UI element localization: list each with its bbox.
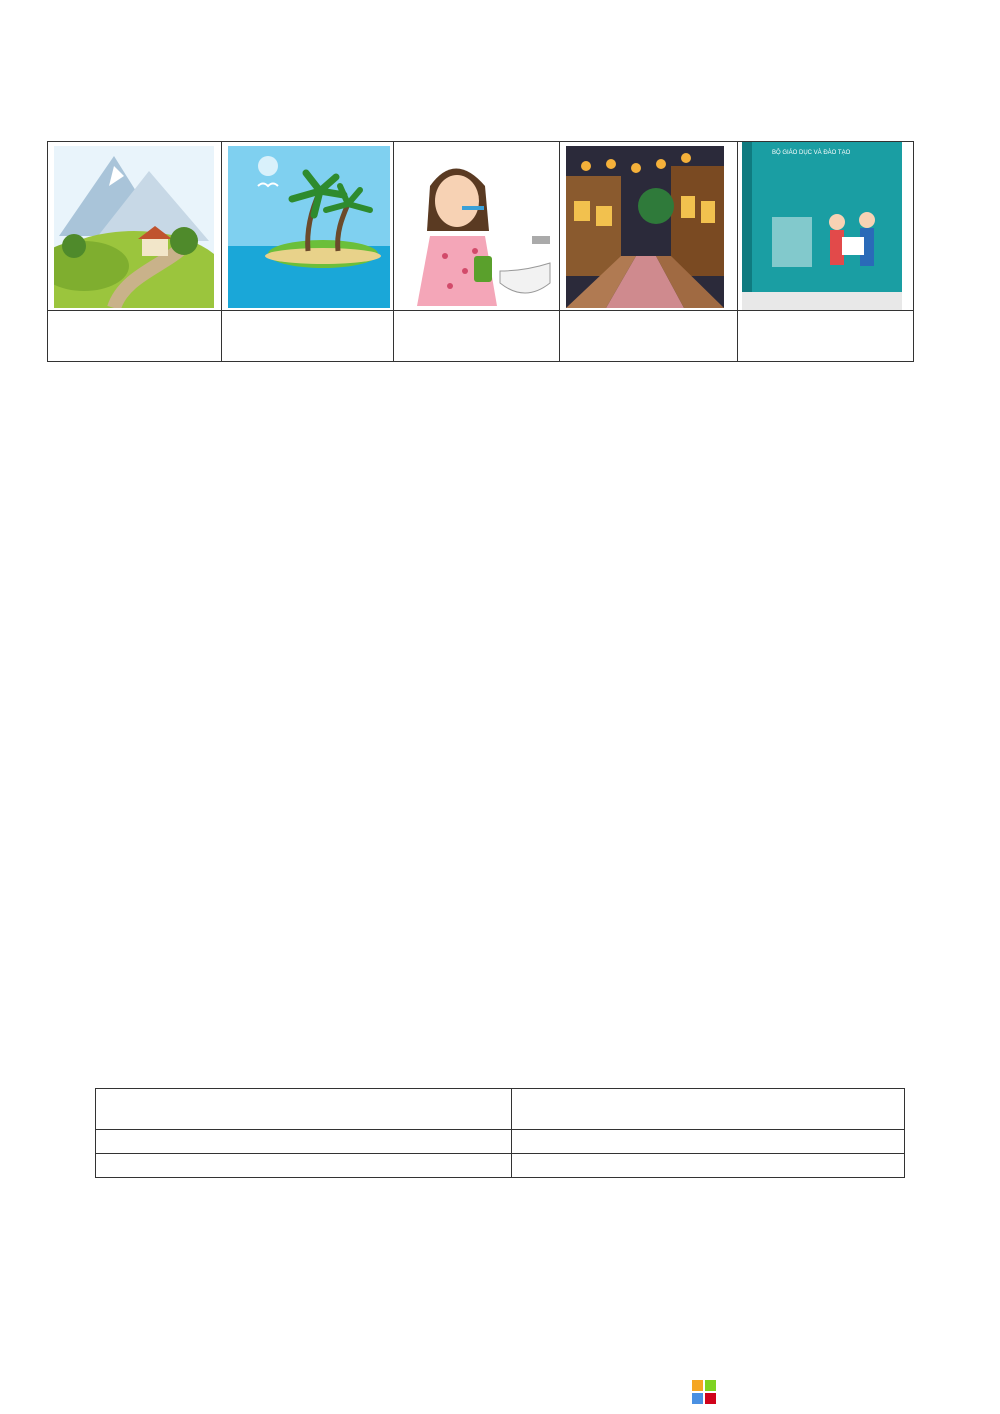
word-label-5 xyxy=(738,311,914,362)
picture-cell-2 xyxy=(221,142,393,311)
picture-cell-5 xyxy=(738,142,914,311)
word-label-1 xyxy=(48,311,222,362)
picture-cell-3 xyxy=(393,142,560,311)
option-e xyxy=(96,1154,512,1178)
math-book-cover-image xyxy=(742,142,902,310)
liveworksheets-logo-icon xyxy=(692,1380,716,1404)
svg-text:BỘ GIÁO DỤC VÀ ĐÀO TẠO: BỘ GIÁO DỤC VÀ ĐÀO TẠO xyxy=(772,150,851,156)
ancient-town-street-image xyxy=(566,146,724,308)
word-label-2 xyxy=(221,311,393,362)
option-b xyxy=(512,1089,905,1130)
word-label-4 xyxy=(560,311,738,362)
picture-cell-4 xyxy=(560,142,738,311)
question-options-table xyxy=(95,1088,905,1178)
word-label-3 xyxy=(393,311,560,362)
village-landscape-image xyxy=(54,146,214,308)
picture-cell-1 xyxy=(48,142,222,311)
option-d xyxy=(512,1130,905,1154)
island-image xyxy=(228,146,390,308)
option-a xyxy=(96,1089,512,1130)
picture-word-table xyxy=(47,141,914,362)
option-empty xyxy=(512,1154,905,1178)
option-c xyxy=(96,1130,512,1154)
girl-brushing-teeth-image xyxy=(400,146,555,308)
